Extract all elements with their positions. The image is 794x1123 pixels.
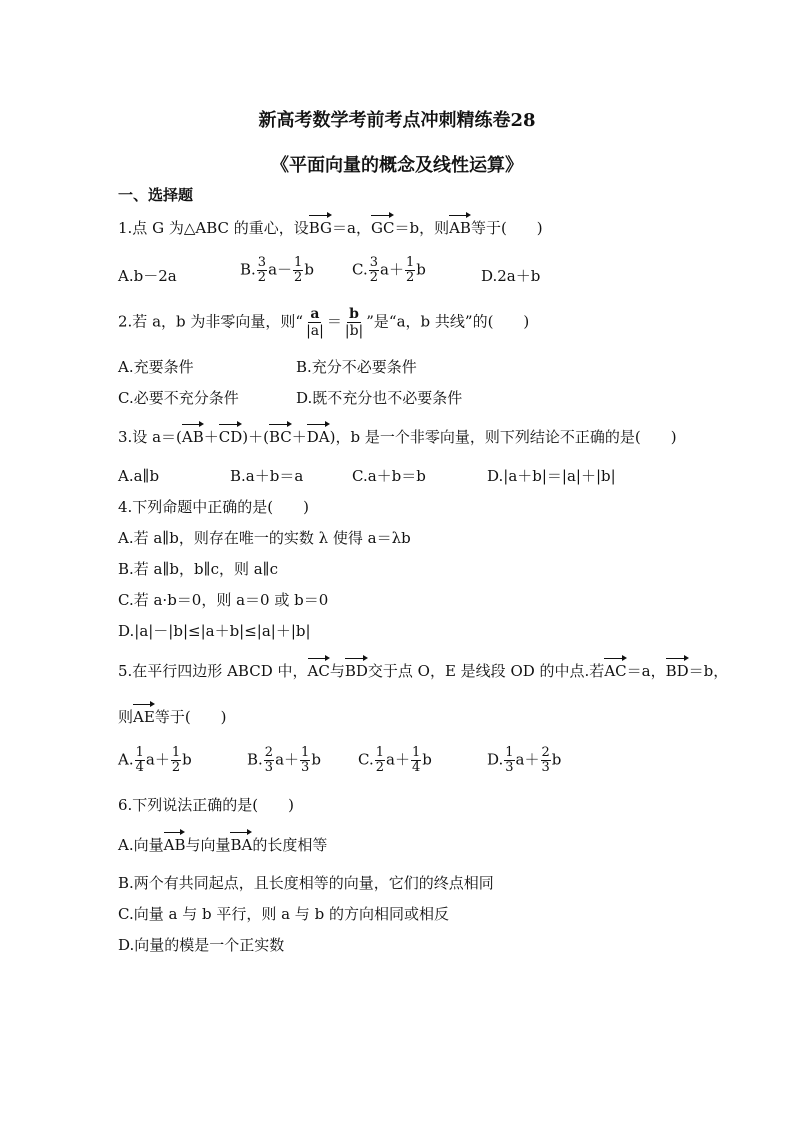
page-subtitle: 《平面向量的概念及线性运算》 [271, 155, 523, 176]
q4-option-b: B.若 a∥b，b∥c，则 a∥c [118, 560, 279, 578]
vector-ab: AB [449, 219, 471, 237]
fraction: $\frac{1}{2}$ [294, 255, 303, 285]
question-1-stem: 1.点 G 为△ABC 的重心，设BG＝a，GC＝b，则AB等于( ) [118, 219, 543, 237]
vector-bg: BG [308, 219, 333, 237]
fraction: $\frac{a}{|a|}$ [306, 306, 324, 339]
vector-cd: CD [218, 428, 243, 446]
question-2-stem: 2.若 a，b 为非零向量，则“ $\frac{a}{|a|}$ ＝ $\frac{b}{|b|}$ ”是“a，b 共线”的( ) [118, 306, 530, 339]
q5-option-b: B. $\frac{2}{3}$ a＋ $\frac{1}{3}$ b [247, 745, 321, 775]
q3-option-c: C.a＋b＝b [352, 467, 426, 485]
vector-bc: BC [268, 428, 292, 446]
q3-option-d: D.|a＋b|＝|a|＋|b| [487, 467, 616, 485]
fraction: $\frac{1}{4}$ [135, 745, 144, 775]
q1-option-d: D.2a＋b [481, 267, 541, 285]
fraction: $\frac{b}{|b|}$ [344, 306, 364, 339]
vector-gc: GC [371, 219, 395, 237]
q6-option-c: C.向量 a 与 b 平行，则 a 与 b 的方向相同或相反 [118, 905, 449, 923]
fraction: $\frac{1}{3}$ [301, 745, 310, 775]
fraction: $\frac{1}{2}$ [405, 255, 415, 285]
fraction: $\frac{1}{4}$ [411, 745, 421, 775]
q3-option-b: B.a＋b＝a [230, 467, 304, 485]
fraction: $\frac{2}{3}$ [541, 745, 550, 775]
vector-ab: AB [163, 836, 186, 854]
q5-option-c: C. $\frac{1}{2}$ a＋ $\frac{1}{4}$ b [358, 745, 432, 775]
vector-ae: AE [133, 708, 155, 726]
vector-da: DA [306, 428, 330, 446]
vector-ac: AC [307, 662, 330, 680]
fraction: $\frac{2}{3}$ [264, 745, 274, 775]
q4-option-d: D.|a|－|b|≤|a＋b|≤|a|＋|b| [118, 622, 311, 640]
vector-bd: BD [665, 662, 689, 680]
vector-ba: BA [230, 836, 253, 854]
q5-option-a: A. $\frac{1}{4}$ a＋ $\frac{1}{2}$ b [118, 745, 192, 775]
page-title: 新高考数学考前考点冲刺精练卷28 [258, 110, 536, 131]
vector-bd: BD [344, 662, 368, 680]
q2-option-c: C.必要不充分条件 [118, 389, 239, 407]
fraction: $\frac{3}{2}$ [369, 255, 378, 285]
question-6-stem: 6.下列说法正确的是( ) [118, 796, 295, 814]
q2-option-d: D.既不充分也不必要条件 [296, 389, 463, 407]
fraction: $\frac{1}{3}$ [505, 745, 514, 775]
section-heading: 一、选择题 [118, 186, 194, 204]
q6-option-d: D.向量的模是一个正实数 [118, 936, 285, 954]
fraction: $\frac{1}{2}$ [171, 745, 181, 775]
q1-option-a: A.b－2a [118, 267, 177, 285]
q2-option-b: B.充分不必要条件 [296, 358, 417, 376]
q4-option-a: A.若 a∥b，则存在唯一的实数 λ 使得 a＝λb [118, 529, 411, 547]
q1-option-c: C. $\frac{3}{2}$ a＋ $\frac{1}{2}$ b [352, 255, 426, 285]
fraction: $\frac{3}{2}$ [257, 255, 267, 285]
q2-option-a: A.充要条件 [118, 358, 194, 376]
question-3-stem: 3.设 a＝(AB＋CD)＋(BC＋DA)，b 是一个非零向量，则下列结论不正确的是( ) [118, 428, 677, 446]
question-5-stem-line2: 则AE等于( ) [118, 708, 227, 726]
question-4-stem: 4.下列命题中正确的是( ) [118, 498, 310, 516]
fraction: $\frac{1}{2}$ [375, 745, 384, 775]
q4-option-c: C.若 a·b＝0，则 a＝0 或 b＝0 [118, 591, 329, 609]
q6-option-b: B.两个有共同起点，且长度相等的向量，它们的终点相同 [118, 874, 494, 892]
q3-option-a: A.a∥b [118, 467, 160, 485]
vector-ab: AB [181, 428, 204, 446]
question-5-stem: 5.在平行四边形 ABCD 中，AC与BD交于点 O，E 是线段 OD 的中点.若AC＝a，BD＝b， [118, 662, 729, 680]
vector-ac: AC [604, 662, 627, 680]
q1-option-b: B. $\frac{3}{2}$ a－ $\frac{1}{2}$ b [240, 255, 314, 285]
q6-option-a: A.向量AB与向量BA的长度相等 [118, 836, 328, 854]
q5-option-d: D. $\frac{1}{3}$ a＋ $\frac{2}{3}$ b [487, 745, 562, 775]
